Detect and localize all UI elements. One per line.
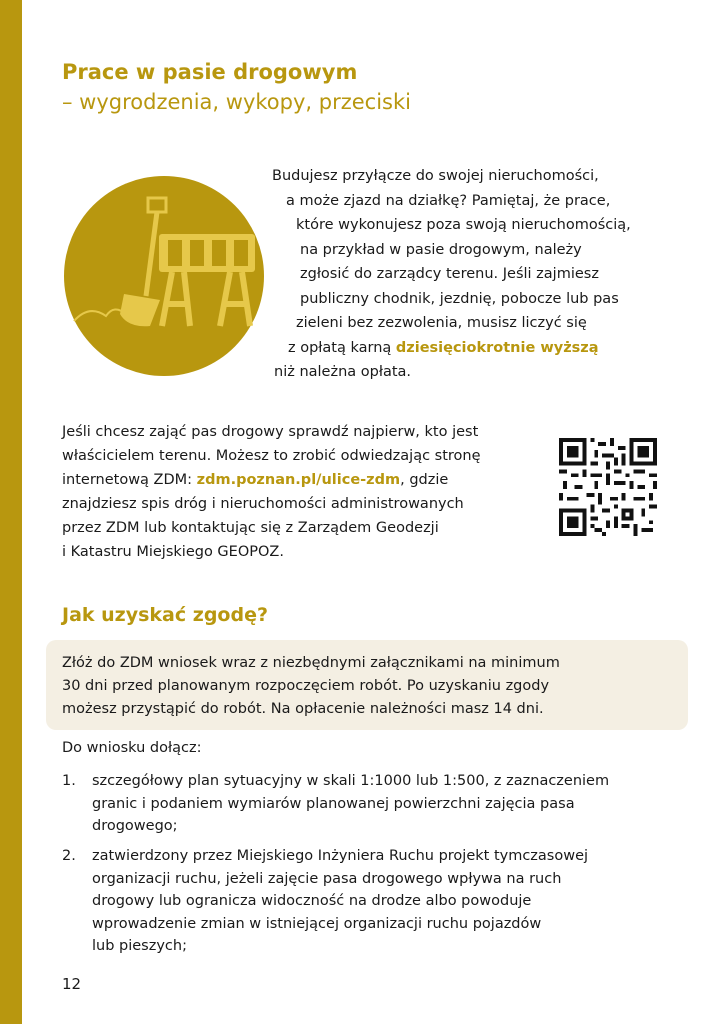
- list-line: drogowego;: [92, 818, 178, 834]
- ownership-paragraph: [62, 420, 532, 564]
- page-subtitle: – wygrodzenia, wykopy, przeciski: [62, 90, 411, 114]
- list-text: [92, 770, 609, 838]
- intro-line: które wykonujesz poza swoją nieruchomością,: [296, 217, 631, 233]
- list-line: szczegółowy plan sytuacyjny w skali 1:1000 lub 1:500, z zaznaczeniem: [92, 773, 610, 789]
- list-number: 2.: [62, 848, 76, 864]
- intro-line: zgłosić do zarządcy terenu. Jeśli zajmiesz: [300, 266, 599, 282]
- intro-line: publiczny chodnik, jezdnię, pobocze lub pas: [300, 290, 619, 307]
- intro-line: na przykład w pasie drogowym, należy: [300, 241, 582, 258]
- list-line: organizacji ruchu, jeżeli zajęcie pasa drogowego wpływa na ruch: [92, 870, 562, 887]
- list-line: zatwierdzony przez Miejskiego Inżyniera Ruchu projekt tymczasowej: [92, 848, 589, 864]
- ownership-text: , gdzie: [400, 472, 449, 488]
- penalty-text: z opłatą karną: [288, 339, 396, 356]
- list-line: wprowadzenie zmian w istniejącej organizacji ruchu pojazdów: [92, 915, 542, 932]
- intro-paragraph: [250, 164, 680, 385]
- info-line: 30 dni przed planowanym rozpoczęciem robót. Po uzyskaniu zgody: [62, 678, 550, 694]
- info-line: możesz przystąpić do robót. Na opłacenie należności masz 14 dni.: [62, 701, 544, 717]
- attachments-lead: Do wniosku dołącz:: [62, 740, 202, 756]
- side-accent-bar: [0, 0, 22, 1024]
- page-title: Prace w pasie drogowym: [62, 60, 358, 84]
- intro-line: a może zjazd na działkę? Pamiętaj, że prace,: [286, 192, 611, 209]
- page-number: 12: [62, 975, 82, 993]
- penalty-highlight: dziesięciokrotnie wyższą: [395, 339, 599, 356]
- intro-line: niż należna opłata.: [274, 364, 412, 380]
- info-line: Złóż do ZDM wniosek wraz z niezbędnymi załącznikami na minimum: [62, 655, 560, 671]
- consent-heading: Jak uzyskać zgodę?: [62, 604, 268, 626]
- list-number: 1.: [62, 773, 76, 789]
- shovel-barrier-icon: [64, 176, 264, 376]
- list-text: [92, 845, 588, 958]
- info-box-text: [62, 652, 560, 721]
- intro-line: [250, 336, 680, 361]
- qr-code-icon[interactable]: [559, 438, 657, 536]
- intro-line: zieleni bez zezwolenia, musisz liczyć się: [296, 315, 587, 331]
- list-line: drogowy lub ogranicza widoczność na drodze albo powoduje: [92, 893, 532, 909]
- zdm-link[interactable]: zdm.poznan.pl/ulice-zdm: [196, 472, 401, 488]
- ownership-line: przez ZDM lub kontaktując się z Zarządem Geodezji: [62, 520, 439, 536]
- ownership-line: właścicielem terenu. Możesz to zrobić odwiedzając stronę: [62, 448, 481, 464]
- list-line: granic i podaniem wymiarów planowanej powierzchni zajęcia pasa: [92, 795, 575, 812]
- ownership-line: znajdziesz spis dróg i nieruchomości administrowanych: [62, 496, 464, 512]
- ownership-line: i Katastru Miejskiego GEOPOZ.: [62, 544, 284, 560]
- intro-line: Budujesz przyłącze do swojej nieruchomości,: [272, 168, 599, 184]
- ownership-text: internetową ZDM:: [62, 472, 197, 488]
- ownership-line: [62, 468, 532, 492]
- list-line: lub pieszych;: [92, 938, 187, 954]
- ownership-line: Jeśli chcesz zająć pas drogowy sprawdź najpierw, kto jest: [62, 424, 479, 440]
